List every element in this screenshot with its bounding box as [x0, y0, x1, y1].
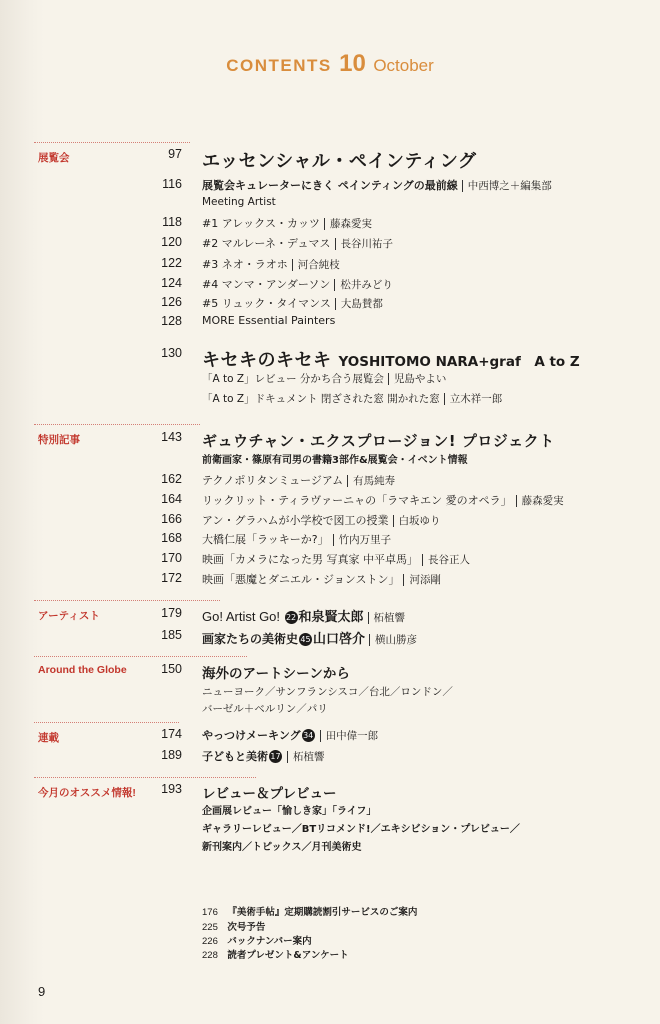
toc-sub-130b[interactable]: 「A to Z」ドキュメント 閉ざされた窓 開かれた窓 立木祥一郎 — [202, 393, 503, 405]
toc-entry-97[interactable]: 97 エッセンシャル・ペインティング — [168, 147, 477, 172]
toc-entry-172[interactable]: 172 映画「悪魔とダニエル・ジョンストン」 河添剛 — [161, 571, 441, 586]
toc-entry-116[interactable]: 116 展覧会キュレーターにきく ペインティングの最前線 中西博之＋編集部 — [162, 177, 552, 192]
toc-entry-189[interactable]: 189 子どもと美術 17 柘植響 — [161, 748, 325, 763]
toc-sub-193c: 新刊案内／トピックス／月刊美術史 — [202, 842, 362, 853]
toc-sub-130a[interactable]: 「A to Z」レビュー 分かち合う展覧会 児島やよい — [202, 373, 447, 385]
category-around-the-globe: Around the Globe — [38, 664, 127, 676]
footer-link[interactable]: 176 『美術手帖』定期購読割引サービスのご案内 — [202, 907, 418, 918]
toc-entry-120[interactable]: 120 #2 マルレーネ・デュマス 長谷川祐子 — [161, 235, 394, 250]
category-recommend: 今月のオススメ情報! — [38, 787, 136, 799]
footer-link[interactable]: 226 バックナンバー案内 — [202, 936, 312, 947]
toc-entry-118[interactable]: 118 #1 アレックス・カッツ 藤森愛実 — [162, 215, 372, 230]
category-special: 特別記事 — [38, 434, 80, 446]
issue-month: October — [373, 56, 434, 75]
toc-entry-162[interactable]: 162 テクノポリタンミュージアム 有馬純寿 — [161, 472, 396, 487]
series-number-badge: 22 — [285, 613, 297, 622]
category-artist: アーティスト — [38, 610, 100, 622]
toc-entry-170[interactable]: 170 映画「カメラになった男 写真家 中平卓馬」 長谷正人 — [161, 551, 470, 566]
toc-sub-193a: 企画展レビュー「愉しき家」「ライフ」 — [202, 806, 377, 817]
toc-sub-143: 前衛画家・篠原有司男の書籍3部作&展覧会・イベント情報 — [202, 455, 468, 466]
toc-entry-124[interactable]: 124 #4 マンマ・アンダーソン 松井みどり — [161, 276, 393, 291]
contents-header — [0, 50, 660, 78]
contents-label: CONTENTS — [226, 56, 332, 75]
toc-entry-185[interactable]: 185 画家たちの美術史 45 山口啓介 横山勝彦 — [161, 628, 418, 647]
toc-entry-166[interactable]: 166 アン・グラハムが小学校で図工の授業 白坂ゆり — [161, 512, 441, 527]
meeting-artist-label: Meeting Artist — [202, 196, 276, 208]
toc-entry-143[interactable]: 143 ギュウチャン・エクスプロージョン! プロジェクト — [161, 430, 555, 450]
footer-link[interactable]: 228 読者プレゼント&アンケート — [202, 950, 349, 961]
series-number-badge: 17 — [270, 752, 281, 761]
toc-entry-150[interactable]: 150 海外のアートシーンから — [161, 662, 350, 682]
issue-number: 10 — [339, 50, 366, 77]
toc-entry-126[interactable]: 126 #5 リュック・タイマンス 大島賛都 — [161, 295, 383, 310]
toc-entry-122[interactable]: 122 #3 ネオ・ラオホ 河合純枝 — [161, 256, 340, 271]
series-number-badge: 45 — [300, 635, 311, 644]
toc-entry-174[interactable]: 174 やっつけメーキング 34 田中偉一郎 — [161, 727, 379, 742]
toc-entry-193[interactable]: 193 レビュー＆プレビュー — [161, 782, 337, 802]
toc-entry-164[interactable]: 164 リックリット・ティラヴァーニャの「ラマキエン 愛のオペラ」 藤森愛実 — [161, 492, 564, 507]
toc-entry-130[interactable]: 130 キセキのキセキ YOSHITOMO NARA+graf A to Z — [161, 346, 580, 371]
toc-sub-150b: バーゼル＋ベルリン／パリ — [202, 703, 328, 715]
toc-sub-150a: ニューヨーク／サンフランシスコ／台北／ロンドン／ — [202, 686, 453, 698]
toc-entry-128[interactable]: 128 MORE Essential Painters — [161, 314, 336, 328]
series-number-badge: 34 — [303, 731, 314, 740]
category-exhibition: 展覧会 — [38, 152, 70, 164]
toc-entry-179[interactable]: 179 Go! Artist Go! 22 和泉賢太郎 柘植響 — [161, 606, 406, 625]
toc-entry-168[interactable]: 168 大橋仁展「ラッキーか?」 竹内万里子 — [161, 531, 392, 546]
toc-sub-193b: ギャラリーレビュー／BTリコメンド!／エキシビション・プレビュー／ — [202, 824, 520, 835]
footer-link[interactable]: 225 次号予告 — [202, 922, 266, 933]
page-number: 9 — [38, 984, 46, 999]
category-series: 連載 — [38, 732, 59, 744]
